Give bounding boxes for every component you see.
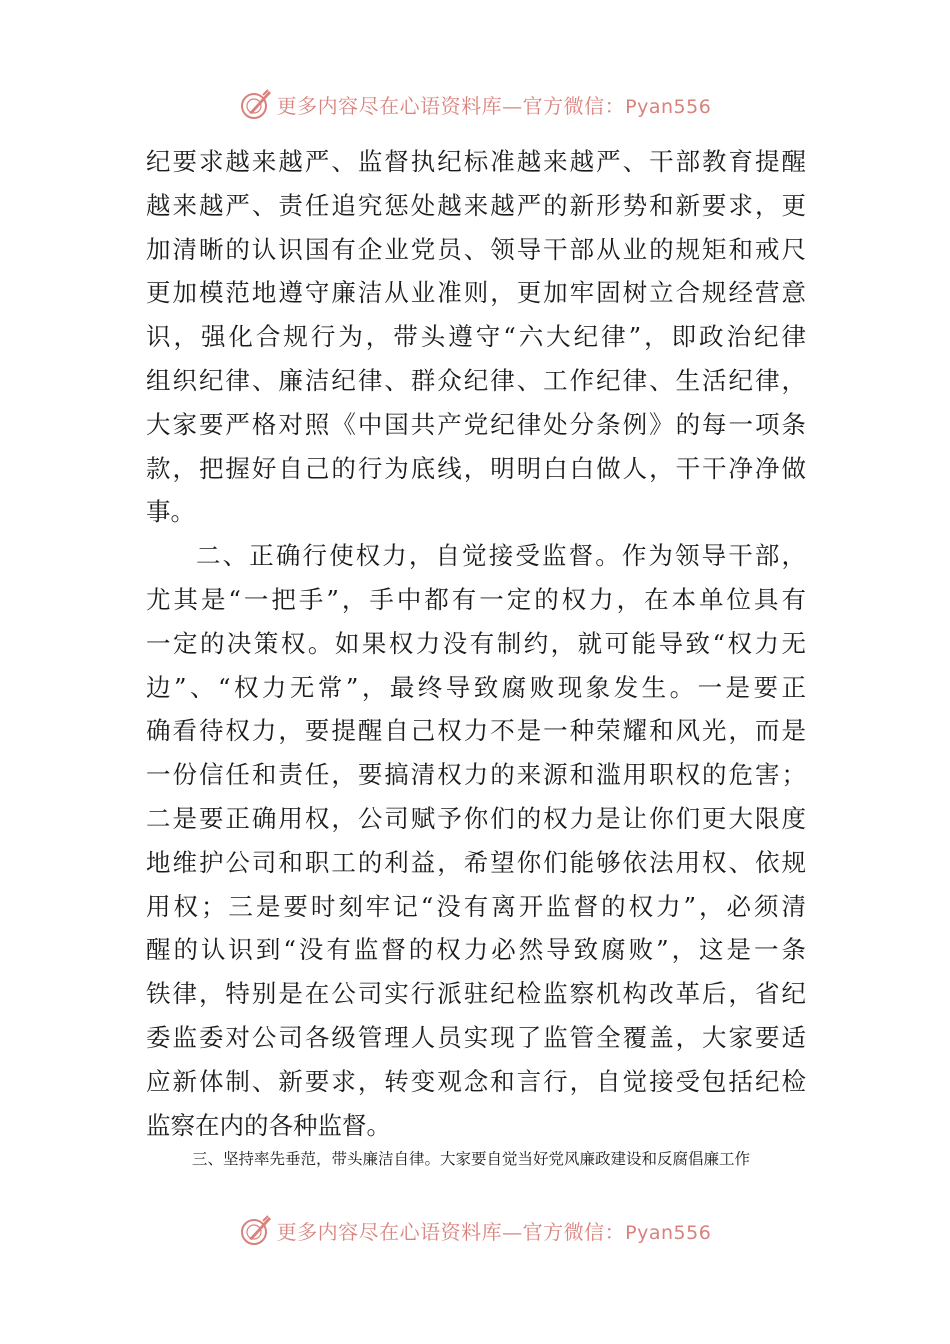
- paragraph-line: 组织纪律、廉洁纪律、群众纪律、工作纪律、生活纪律，: [146, 365, 806, 395]
- paragraph-line: 用权；三是要时刻牢记“没有离开监督的权力”，必须清: [146, 891, 806, 921]
- paragraph-line: 醒的认识到“没有监督的权力必然导致腐败”，这是一条: [146, 935, 806, 965]
- paragraph-line: 二是要正确用权，公司赋予你们的权力是让你们更大限度: [146, 803, 806, 833]
- paragraph-line: 事。: [146, 497, 195, 527]
- paragraph-line: 一份信任和责任，要搞清权力的来源和滥用职权的危害；: [146, 760, 806, 790]
- watermark-text: 更多内容尽在心语资料库—官方微信：Pyan556: [276, 93, 712, 118]
- footer-watermark: [0, 1210, 950, 1250]
- paragraph-line: 越来越严、责任追究惩处越来越严的新形势和新要求，更: [146, 190, 806, 220]
- paragraph-line: 大家要严格对照《中国共产党纪律处分条例》的每一项条: [146, 409, 806, 439]
- paragraph-line: 地维护公司和职工的利益，希望你们能够依法用权、依规: [146, 847, 806, 877]
- paragraph-line: 款，把握好自己的行为底线，明明白白做人，干干净净做: [146, 453, 806, 483]
- paragraph-line: 一定的决策权。如果权力没有制约，就可能导致“权力无: [146, 628, 806, 658]
- paragraph-line: 监察在内的各种监督。: [146, 1110, 391, 1140]
- paragraph-line: 尤其是“一把手”，手中都有一定的权力，在本单位具有: [146, 584, 806, 614]
- paragraph-line: 确看待权力，要提醒自己权力不是一种荣耀和风光，而是: [146, 716, 806, 746]
- paragraph-line: 应新体制、新要求，转变观念和言行，自觉接受包括纪检: [146, 1066, 806, 1096]
- paragraph-line: 委监委对公司各级管理人员实现了监管全覆盖，大家要适: [146, 1022, 806, 1052]
- paragraph-line: 纪要求越来越严、监督执纪标准越来越严、干部教育提醒: [146, 147, 806, 176]
- paragraph-line: 识，强化合规行为，带头遵守“六大纪律”，即政治纪律: [146, 322, 806, 352]
- header-watermark: [0, 84, 950, 124]
- watermark-inner: [239, 87, 712, 121]
- paragraph-line: 边”、“权力无常”，最终导致腐败现象发生。一是要正: [146, 672, 806, 702]
- quill-seal-icon: [239, 87, 273, 121]
- section-three-line: 三、坚持率先垂范，带头廉洁自律。大家要自觉当好党风廉政建设和反腐倡廉工作: [192, 1150, 751, 1168]
- watermark-inner: [239, 1213, 712, 1247]
- document-body: [146, 140, 806, 1147]
- watermark-text: 更多内容尽在心语资料库—官方微信：Pyan556: [276, 1219, 712, 1244]
- paragraph-line: 更加模范地遵守廉洁从业准则，更加牢固树立合规经营意: [146, 278, 806, 308]
- paragraph-line: 二、正确行使权力，自觉接受监督。作为领导干部，: [196, 541, 806, 571]
- paragraph-line: 加清晰的认识国有企业党员、领导干部从业的规矩和戒尺: [146, 234, 806, 264]
- paragraph-line: 铁律，特别是在公司实行派驻纪检监察机构改革后，省纪: [146, 979, 806, 1009]
- quill-seal-icon: [239, 1213, 273, 1247]
